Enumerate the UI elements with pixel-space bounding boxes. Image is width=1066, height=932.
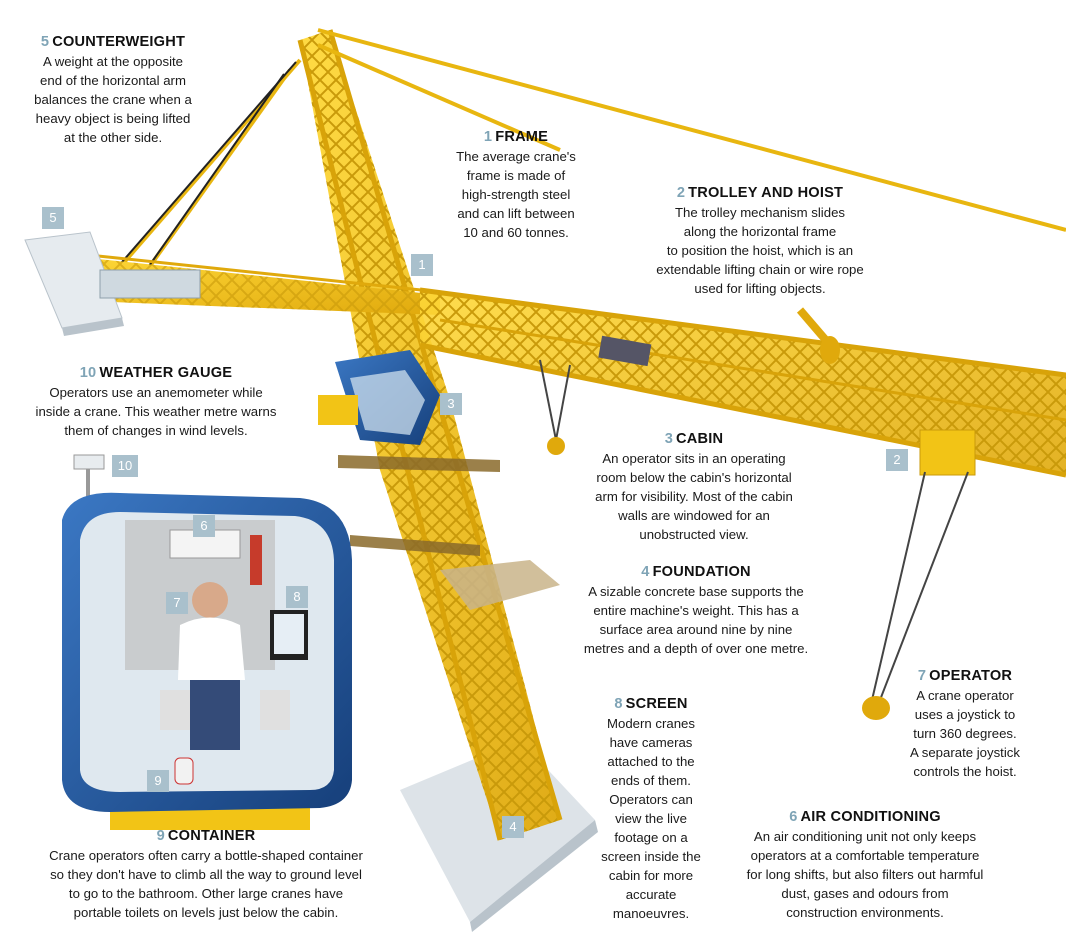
callout-body: A crane operator uses a joystick to turn 360 degrees. A separate joystick controls the hoist.: [910, 688, 1020, 779]
tag-container: 9: [147, 770, 169, 792]
callout-title: WEATHER GAUGE: [99, 365, 233, 381]
callout-screen: [586, 695, 716, 923]
callout-container: [16, 827, 396, 922]
callout-frame: [438, 128, 594, 242]
callout-body: A weight at the opposite end of the horizontal arm balances the crane when a heavy object is being lifted at the other side.: [34, 54, 192, 145]
cabin-cutaway: [62, 493, 352, 830]
callout-number: 5: [40, 34, 50, 50]
callout-body: A sizable concrete base supports the entire machine's weight. This has a surface area around nine by nine metres and a depth of over one metre.: [583, 584, 809, 656]
tag-screen: 8: [286, 586, 308, 608]
callout-weather: [16, 364, 296, 440]
tag-operator: 7: [166, 592, 188, 614]
callout-number: 2: [676, 185, 686, 201]
callout-body: Modern cranes have cameras attached to the ends of them. Operators can view the live footage on a screen inside the cabin for more accurate manoeuvres.: [601, 716, 701, 921]
tag-counterweight: 5: [42, 207, 64, 229]
callout-number: 7: [917, 668, 927, 684]
callout-trolley: [628, 184, 892, 298]
tag-weather: 10: [112, 455, 138, 477]
anemometer: [74, 455, 104, 500]
callout-body: Operators use an anemometer while inside a crane. This weather metre warns them of changes in wind levels.: [35, 385, 277, 438]
tag-trolley: 2: [886, 449, 908, 471]
callout-title: AIR CONDITIONING: [800, 809, 941, 825]
callout-number: 10: [79, 365, 97, 381]
tag-cabin: 3: [440, 393, 462, 415]
callout-number: 6: [789, 809, 798, 825]
callout-body: The average crane's frame is made of high-strength steel and can lift between 10 and 60 tonnes.: [456, 149, 576, 240]
callout-title: SCREEN: [625, 696, 688, 712]
callout-number: 1: [483, 129, 493, 145]
callout-number: 3: [664, 431, 674, 447]
callout-aircon: [720, 808, 1010, 922]
callout-title: COUNTERWEIGHT: [52, 34, 186, 50]
callout-counterweight: [16, 33, 210, 147]
callout-body: An air conditioning unit not only keeps operators at a comfortable temperature for long shifts, but also filters out harmful dust, gases and odours from construction environments.: [746, 829, 984, 920]
callout-body: An operator sits in an operating room below the cabin's horizontal arm for visibility. Most of the cabin walls are windowed for an unobstructed view.: [595, 451, 793, 542]
callout-title: FOUNDATION: [652, 564, 751, 580]
callout-title: OPERATOR: [929, 668, 1013, 684]
callout-title: CABIN: [676, 431, 724, 447]
tag-foundation: 4: [502, 816, 524, 838]
callout-foundation: [554, 563, 838, 658]
callout-title: TROLLEY AND HOIST: [688, 185, 844, 201]
callout-body: The trolley mechanism slides along the horizontal frame to position the hoist, which is an extendable lifting chain or wire rope used for lifting objects.: [656, 205, 864, 296]
callout-number: 4: [641, 564, 650, 580]
callout-cabin: [574, 430, 814, 544]
callout-number: 9: [156, 828, 165, 844]
callout-body: Crane operators often carry a bottle-shaped container so they don't have to climb all the way to ground level to go to the bathroom. Other large cranes have portable toilets on levels just below the cabin.: [49, 848, 363, 920]
callout-number: 8: [614, 696, 623, 712]
tag-aircon: 6: [193, 515, 215, 537]
callout-title: CONTAINER: [167, 828, 256, 844]
tag-frame: 1: [411, 254, 433, 276]
callout-title: FRAME: [495, 129, 549, 145]
counterweight-blocks: [25, 232, 200, 336]
callout-operator: [890, 667, 1040, 781]
